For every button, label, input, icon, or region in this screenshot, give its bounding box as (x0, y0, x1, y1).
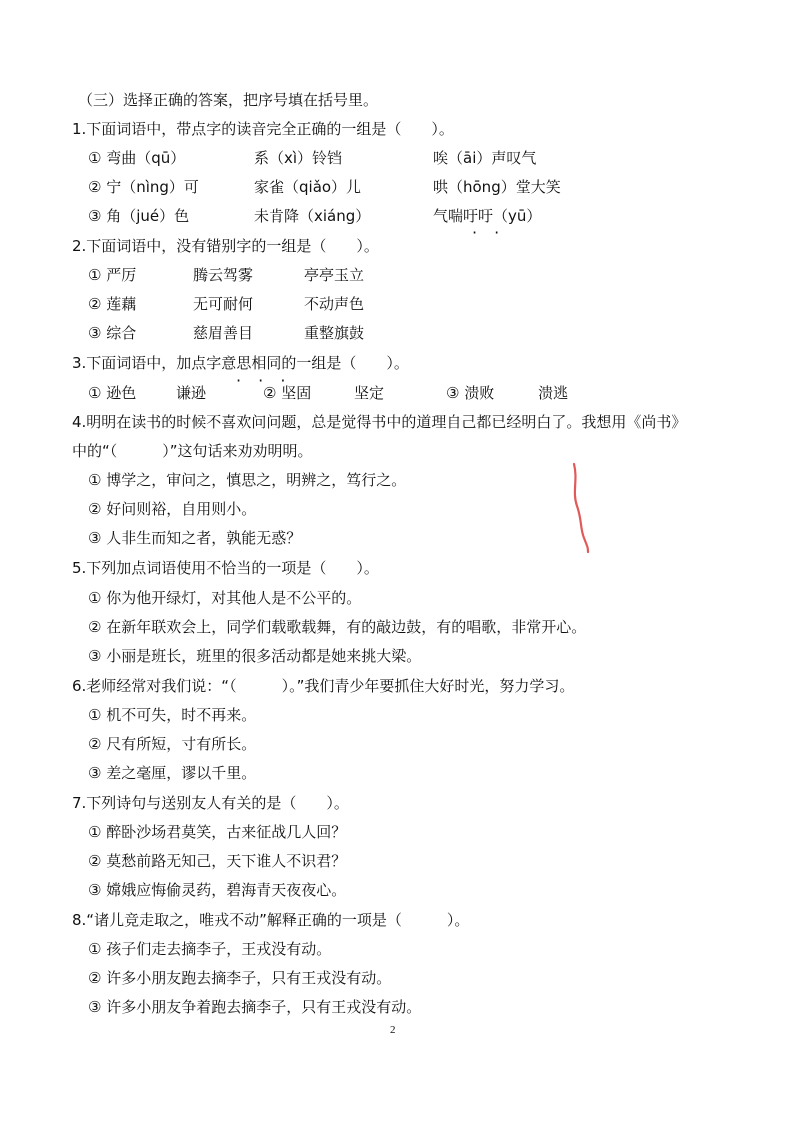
q1-option-2-a: ② 宁（nìng）可 (88, 178, 199, 196)
q8-option-3: ③ 许多小朋友争着跑去摘李子，只有王戎没有动。 (88, 998, 422, 1016)
q2-option-2-b: 无可耐何 (193, 295, 254, 313)
red-pen-scribble (566, 462, 602, 554)
question-7-stem: 7.下列诗句与送别友人有关的是（ ）。 (72, 794, 349, 812)
question-2-stem: 2.下面词语中，没有错别字的一组是（ ）。 (72, 237, 379, 255)
q6-option-3: ③ 差之毫厘，谬以千里。 (88, 764, 257, 782)
q1-option-1-b: 系（xì）铃铛 (254, 149, 343, 167)
q3-option-2-a: ② 坚固 (263, 384, 312, 402)
q4-option-3: ③ 人非生而知之者，孰能无惑？ (88, 529, 302, 547)
q2-option-1-b: 腾云驾雾 (193, 266, 254, 284)
q2-option-3-a: ③ 综合 (88, 324, 137, 342)
page-number: 2 (390, 1024, 396, 1036)
question-3-stem: 3.下面词语中，加点字意思相同的一组是（ ）。 (72, 354, 409, 372)
question-1-stem: 1.下面词语中，带点字的读音完全正确的一组是（ ）。 (72, 120, 454, 138)
q2-option-3-c: 重整旗鼓 (304, 324, 365, 342)
question-5-stem: 5.下列加点词语使用不恰当的一项是（ ）。 (72, 559, 379, 577)
q1-option-3-c: 气喘吁吁（yū） (433, 207, 542, 225)
q1-option-2-c: 哄（hōng）堂大笑 (433, 178, 561, 196)
q1-option-1-a: ① 弯曲（qū） (88, 149, 186, 167)
q7-option-3: ③ 嫦娥应悔偷灵药，碧海青天夜夜心。 (88, 881, 347, 899)
q3-option-1-b: 谦逊 (176, 384, 207, 402)
q4-option-2: ② 好问则裕，自用则小。 (88, 500, 257, 518)
q7-option-1: ① 醉卧沙场君莫笑，古来征战几人回？ (88, 823, 347, 841)
q3-option-3-b: 溃逃 (538, 384, 569, 402)
question-8-stem: 8.“诸儿竞走取之，唯戎不动”解释正确的一项是（ ）。 (72, 911, 470, 929)
question-4-stem-continued: 中的“（ ）”这句话来劝劝明明。 (72, 442, 313, 460)
q5-option-3: ③ 小丽是班长，班里的很多活动都是她来挑大梁。 (88, 647, 422, 665)
q3-option-3-a: ③ 溃败 (446, 384, 495, 402)
q2-option-1-a: ① 严厉 (88, 266, 137, 284)
q8-option-2: ② 许多小朋友跑去摘李子，只有王戎没有动。 (88, 969, 392, 987)
q6-option-2: ② 尺有所短，寸有所长。 (88, 735, 257, 753)
q1-option-3-a: ③ 角（jué）色 (88, 207, 190, 225)
q2-option-2-c: 不动声色 (304, 295, 365, 313)
emphasis-dots: · · (472, 223, 506, 242)
q7-option-2: ② 莫愁前路无知己，天下谁人不识君？ (88, 852, 347, 870)
q2-option-2-a: ② 莲藕 (88, 295, 137, 313)
section-title: （三）选择正确的答案，把序号填在括号里。 (78, 91, 379, 109)
q6-option-1: ① 机不可失，时不再来。 (88, 706, 257, 724)
question-4-stem: 4.明明在读书的时候不喜欢问问题，总是觉得书中的道理自己都已经明白了。我想用《尚书》 (72, 413, 687, 431)
q1-option-1-c: 唉（āi）声叹气 (433, 149, 537, 167)
q1-option-3-b: 未肯降（xiáng） (254, 207, 371, 225)
q3-option-1-a: ① 逊色 (88, 384, 137, 402)
q1-option-2-b: 家雀（qiǎo）儿 (254, 178, 362, 196)
q2-option-1-c: 亭亭玉立 (304, 266, 365, 284)
q5-option-1: ① 你为他开绿灯，对其他人是不公平的。 (88, 589, 362, 607)
q3-option-2-b: 坚定 (354, 384, 385, 402)
q5-option-2: ② 在新年联欢会上，同学们载歌载舞，有的敲边鼓，有的唱歌，非常开心。 (88, 618, 587, 636)
q4-option-1: ① 博学之，审问之，慎思之，明辨之，笃行之。 (88, 471, 407, 489)
q2-option-3-b: 慈眉善目 (193, 324, 254, 342)
q8-option-1: ① 孩子们走去摘李子，王戎没有动。 (88, 940, 332, 958)
question-6-stem: 6.老师经常对我们说：“（ ）。”我们青少年要抓住大好时光，努力学习。 (72, 677, 575, 695)
emphasis-dots-q3: · · · (236, 371, 292, 390)
